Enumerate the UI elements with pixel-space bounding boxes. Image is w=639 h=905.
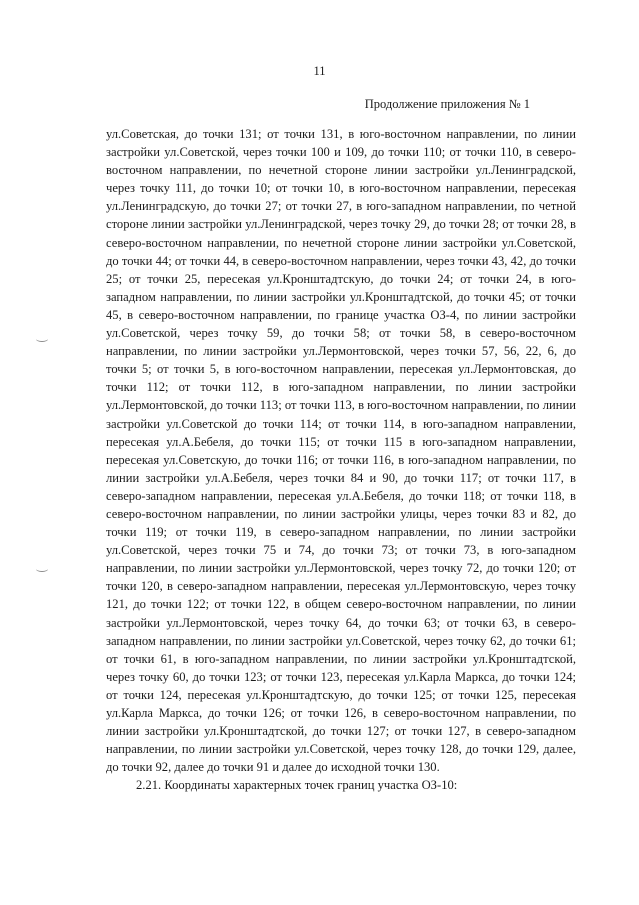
appendix-continuation-note: Продолжение приложения № 1 xyxy=(364,97,530,111)
binding-hole-mark xyxy=(36,566,48,572)
binding-hole-mark xyxy=(36,336,48,342)
boundary-description-paragraph: ул.Советская, до точки 131; от точки 131, в юго-восточном направлении, по линии застройки ул.Советской, через точки 100 и 109, до точки 110; от точки 110, в северо-восточном направлении, по нечетной стороне линии застройки ул.Ленинградской, через точку 111, до точки 10; от точки 10, в юго-восточном направлении, пересекая ул.Ленинградскую, до точки 27; от точки 27, в юго-западном направлении, по четной стороне линии застройки ул.Ленинградской, через точку 29, до точки 28; от точки 28, в северо-восточном направлении, по нечетной стороне линии застройки ул.Советской, до точки 44; от точки 44, в северо-восточном направлении, через точки 43, 42, до точки 25; от точки 25, пересекая ул.Кронштадтскую, до точки 24; от точки 24, в юго-западном направлении, по линии застройки ул.Кронштадтской, до точки 45; от точки 45, в северо-восточном направлении, по границе участка ОЗ-4, по линии застройки ул.Советской, через точку 59, до точки 58; от точки 58, в северо-восточном направлении, по линии застройки ул.Лермонтовской, через точки 57, 56, 22, 6, до точки 5; от точки 5, в юго-восточном направлении, пересекая ул.Лермонтовская, до точки 112; от точки 112, в юго-западном направлении, по линии застройки ул.Лермонтовской, до точки 113; от точки 113, в юго-восточном направлении, по линии застройки ул.Советской до точки 114; от точки 114, в юго-западном направлении, пересекая ул.А.Бебеля, до точки 115; от точки 115 в юго-западном направлении, пересекая ул.Советскую, до точки 116; от точки 116, в юго-западном направлении, по линии застройки ул.А.Бебеля, через точки 84 и 90, до точки 117; от точки 117, в северо-западном направлении, пересекая ул.А.Бебеля, до точки 118; от точки 118, в северо-восточном направлении, по линии застройки улицы, через точки 83 и 82, до точки 119; от точки 119, в северо-западном направлении, по линии застройки ул.Советской, через точки 75 и 74, до точки 73; от точки 73, в юго-западном направлении, по линии застройки ул.Лермонтовской, через точку 72, до точки 120; от точки 120, в северо-западном направлении, пересекая ул.Лермонтовскую, через точку 121, до точки 122; от точки 122, в общем северо-восточном направлении, по линии застройки ул.Лермонтовской, через точку 64, до точки 63; от точки 63, в северо-западном направлении, по линии застройки ул.Советской, через точку 62, до точки 61; от точки 61, в юго-западном направлении, по линии застройки ул.Кронштадтской, через точку 60, до точки 123; от точки 123, пересекая ул.Карла Маркса, до точки 124; от точки 124, пересекая ул.Кронштадтскую, до точки 125; от точки 125, пересекая ул.Карла Маркса, до точки 126; от точки 126, в северо-восточном направлении, по линии застройки ул.Кронштадтской, до точки 127; от точки 127, в северо-западном направлении, по линии застройки ул.Советской, через точку 128, до точки 129, далее, до точки 92, далее до точки 91 и далее до исходной точки 130. xyxy=(106,127,576,775)
section-heading-paragraph: 2.21. Координаты характерных точек границ участка ОЗ-10: xyxy=(136,778,458,793)
document-body xyxy=(106,125,576,794)
page-number: 11 xyxy=(313,64,326,78)
